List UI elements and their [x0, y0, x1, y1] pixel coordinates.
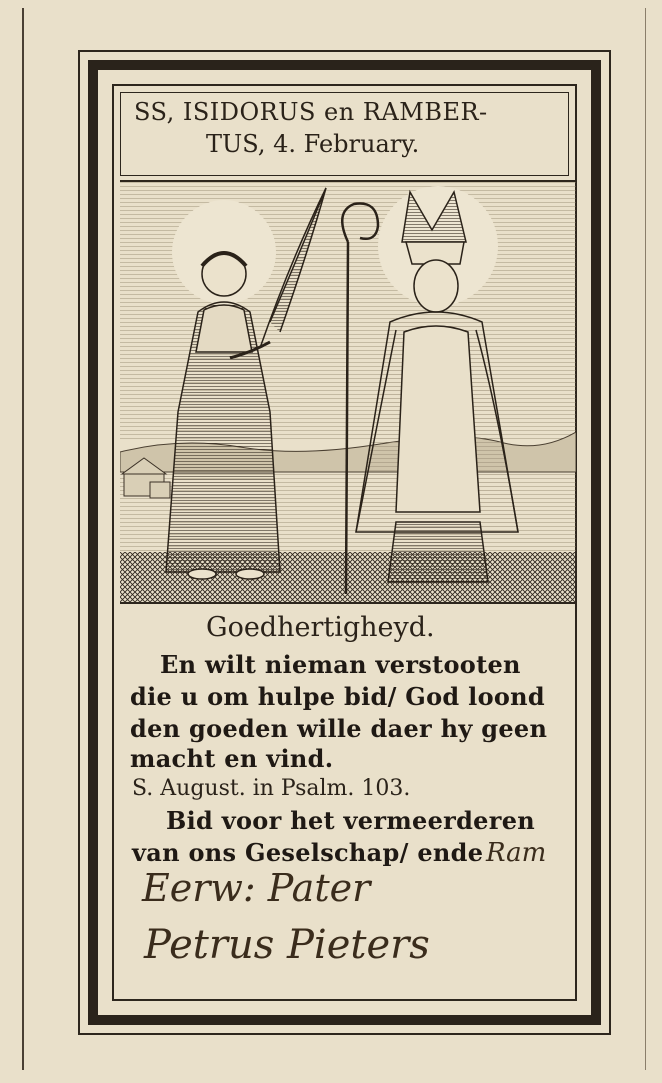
prayer-line-1: Bid voor het vermeerderen: [166, 806, 536, 835]
verse-line-2: die u om hulpe bid/ God loond: [130, 682, 546, 711]
title-line-1: SS, ISIDORUS en RAMBER-: [134, 98, 488, 126]
handwriting-line-2: Petrus Pieters: [144, 922, 430, 968]
handwriting-line-1: Eerw: Pater: [142, 866, 371, 910]
engraving-illustration: [120, 182, 576, 602]
title-line-2: TUS, 4. February.: [206, 130, 420, 158]
virtue-heading: Goedhertigheyd.: [206, 612, 435, 643]
handwriting-tail: Ram: [486, 838, 547, 868]
saints-engraving: [120, 180, 576, 604]
verse-line-1: En wilt nieman verstooten: [160, 650, 521, 679]
verse-line-4: macht en vind.: [130, 744, 334, 773]
prayer-line-2: van ons Geselschap/ ende: [132, 838, 484, 867]
verse-line-3: den goeden wille daer hy geen: [130, 714, 548, 743]
scripture-reference: S. August. in Psalm. 103.: [132, 776, 411, 801]
